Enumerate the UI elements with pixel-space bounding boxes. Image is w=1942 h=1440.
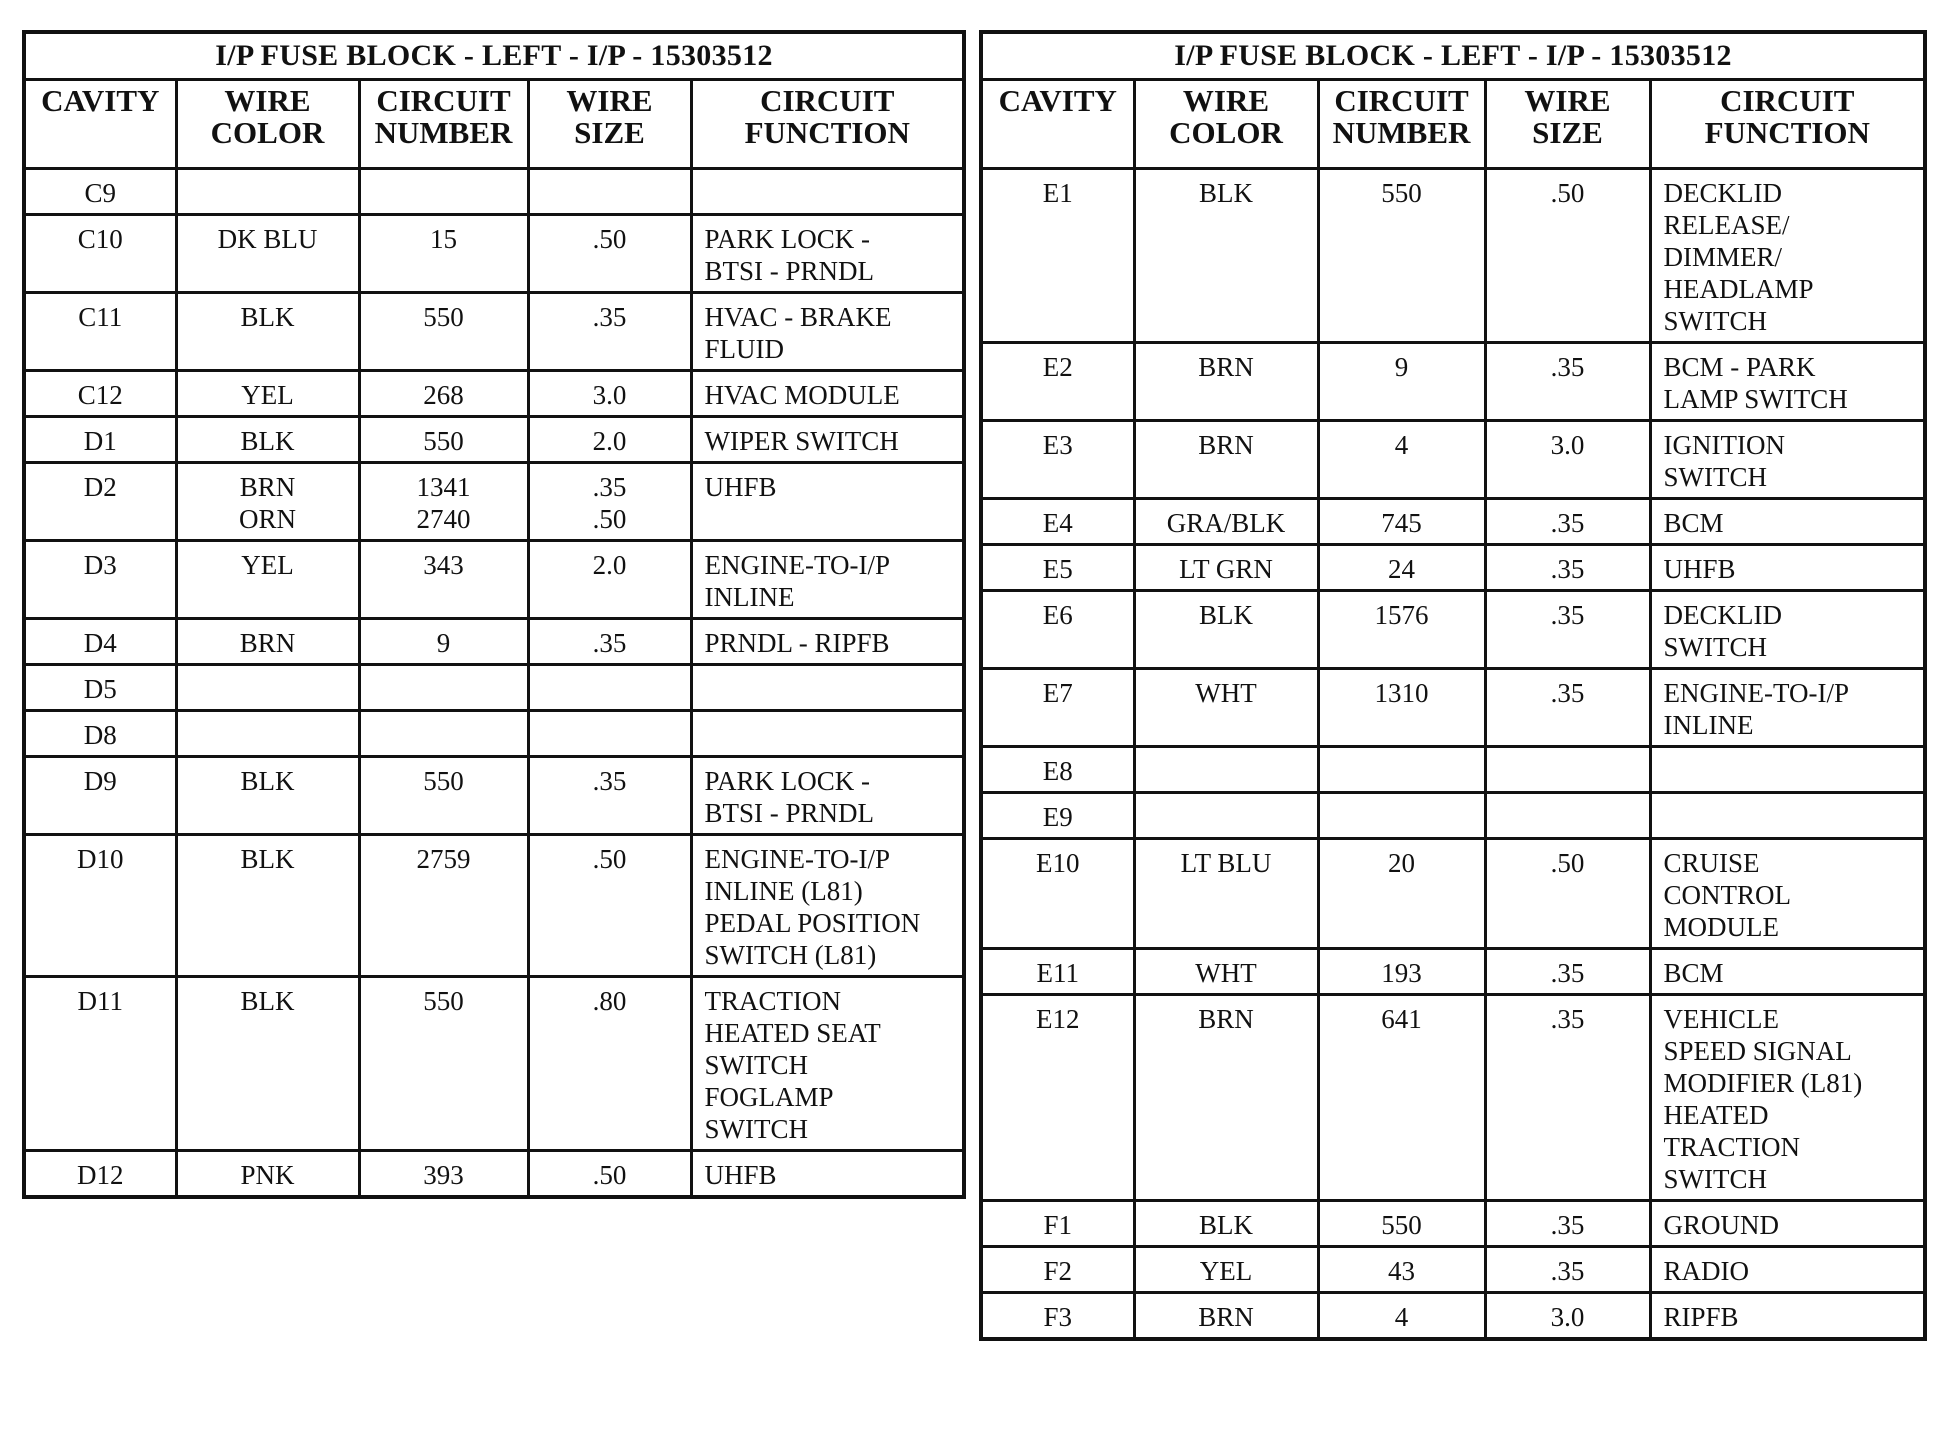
cell-circuit-number: 550 bbox=[1318, 1201, 1485, 1247]
cell-wire-size: 3.0 bbox=[528, 371, 691, 417]
cell-wire-size bbox=[528, 711, 691, 757]
cell-wire-size: .35 bbox=[1485, 545, 1650, 591]
cell-wire-size: .35 bbox=[1485, 1201, 1650, 1247]
cell-cavity: D3 bbox=[24, 541, 176, 619]
cell-cavity: E7 bbox=[981, 669, 1134, 747]
cell-circuit-function bbox=[691, 169, 964, 215]
cell-circuit-function: DECKLID SWITCH bbox=[1650, 591, 1925, 669]
table-body bbox=[24, 169, 964, 1198]
cell-circuit-function: BCM bbox=[1650, 949, 1925, 995]
cell-cavity: D8 bbox=[24, 711, 176, 757]
cell-wire-size: 2.0 bbox=[528, 417, 691, 463]
left-fuse-table bbox=[22, 30, 966, 1199]
cell-wire-size: .50 bbox=[528, 835, 691, 977]
header-wire-size: WIRE SIZE bbox=[528, 80, 691, 169]
cell-circuit-number: 193 bbox=[1318, 949, 1485, 995]
cell-cavity: E10 bbox=[981, 839, 1134, 949]
table-row bbox=[24, 215, 964, 293]
cell-cavity: C9 bbox=[24, 169, 176, 215]
header-circuit-function: CIRCUIT FUNCTION bbox=[1650, 80, 1925, 169]
header-circuit-function: CIRCUIT FUNCTION bbox=[691, 80, 964, 169]
cell-wire-color: BRN bbox=[1134, 421, 1318, 499]
cell-cavity: D1 bbox=[24, 417, 176, 463]
header-cavity: CAVITY bbox=[24, 80, 176, 169]
cell-wire-size bbox=[528, 169, 691, 215]
cell-cavity: F3 bbox=[981, 1293, 1134, 1340]
cell-circuit-number: 550 bbox=[359, 417, 528, 463]
cell-circuit-function: RADIO bbox=[1650, 1247, 1925, 1293]
cell-wire-size: .80 bbox=[528, 977, 691, 1151]
cell-cavity: E3 bbox=[981, 421, 1134, 499]
cell-circuit-number: 393 bbox=[359, 1151, 528, 1198]
table-title: I/P FUSE BLOCK - LEFT - I/P - 15303512 bbox=[24, 32, 964, 80]
cell-circuit-number: 2759 bbox=[359, 835, 528, 977]
cell-wire-color: BRN bbox=[1134, 1293, 1318, 1340]
cell-wire-size: .50 bbox=[528, 1151, 691, 1198]
cell-wire-color bbox=[176, 665, 359, 711]
table-row bbox=[981, 839, 1925, 949]
table-row bbox=[981, 793, 1925, 839]
cell-cavity: C10 bbox=[24, 215, 176, 293]
table-row bbox=[981, 343, 1925, 421]
cell-circuit-number: 24 bbox=[1318, 545, 1485, 591]
table-row bbox=[24, 463, 964, 541]
cell-circuit-number bbox=[359, 665, 528, 711]
cell-circuit-number: 9 bbox=[1318, 343, 1485, 421]
cell-circuit-number: 550 bbox=[359, 977, 528, 1151]
cell-circuit-number: 550 bbox=[359, 757, 528, 835]
cell-circuit-number: 343 bbox=[359, 541, 528, 619]
cell-circuit-number: 745 bbox=[1318, 499, 1485, 545]
table-row bbox=[981, 1201, 1925, 1247]
cell-cavity: E9 bbox=[981, 793, 1134, 839]
cell-circuit-function: HVAC - BRAKE FLUID bbox=[691, 293, 964, 371]
cell-circuit-function: BCM - PARK LAMP SWITCH bbox=[1650, 343, 1925, 421]
cell-wire-size bbox=[528, 665, 691, 711]
cell-wire-color: BLK bbox=[176, 757, 359, 835]
cell-wire-color: BLK bbox=[176, 293, 359, 371]
cell-circuit-number bbox=[359, 711, 528, 757]
cell-wire-color: BLK bbox=[176, 417, 359, 463]
cell-circuit-function: BCM bbox=[1650, 499, 1925, 545]
cell-circuit-function: WIPER SWITCH bbox=[691, 417, 964, 463]
cell-wire-size: .35 bbox=[1485, 499, 1650, 545]
cell-circuit-number: 20 bbox=[1318, 839, 1485, 949]
cell-wire-size: .35 bbox=[1485, 949, 1650, 995]
cell-circuit-function: IGNITION SWITCH bbox=[1650, 421, 1925, 499]
table-row bbox=[981, 747, 1925, 793]
table-row bbox=[24, 835, 964, 977]
cell-circuit-number bbox=[1318, 747, 1485, 793]
cell-circuit-number: 15 bbox=[359, 215, 528, 293]
cell-circuit-function: GROUND bbox=[1650, 1201, 1925, 1247]
cell-wire-color bbox=[1134, 793, 1318, 839]
cell-wire-size: 3.0 bbox=[1485, 1293, 1650, 1340]
cell-cavity: D12 bbox=[24, 1151, 176, 1198]
cell-cavity: E1 bbox=[981, 169, 1134, 343]
cell-circuit-function: VEHICLE SPEED SIGNAL MODIFIER (L81) HEATED TRACTION SWITCH bbox=[1650, 995, 1925, 1201]
right-fuse-table bbox=[979, 30, 1927, 1341]
table-body bbox=[981, 169, 1925, 1340]
table-row bbox=[24, 371, 964, 417]
cell-circuit-function: PARK LOCK - BTSI - PRNDL bbox=[691, 215, 964, 293]
cell-circuit-function: RIPFB bbox=[1650, 1293, 1925, 1340]
table-row bbox=[24, 619, 964, 665]
cell-cavity: D2 bbox=[24, 463, 176, 541]
header-wire-color: WIRE COLOR bbox=[1134, 80, 1318, 169]
cell-cavity: C12 bbox=[24, 371, 176, 417]
cell-cavity: F1 bbox=[981, 1201, 1134, 1247]
table-row bbox=[24, 977, 964, 1151]
cell-cavity: F2 bbox=[981, 1247, 1134, 1293]
cell-wire-color: YEL bbox=[176, 371, 359, 417]
cell-cavity: D10 bbox=[24, 835, 176, 977]
cell-cavity: E5 bbox=[981, 545, 1134, 591]
table-row bbox=[981, 169, 1925, 343]
header-circuit-number: CIRCUIT NUMBER bbox=[1318, 80, 1485, 169]
cell-wire-color: BLK bbox=[176, 977, 359, 1151]
cell-wire-color bbox=[1134, 747, 1318, 793]
cell-wire-size: .35 bbox=[1485, 591, 1650, 669]
cell-wire-color: BRN bbox=[1134, 995, 1318, 1201]
cell-wire-color: GRA/BLK bbox=[1134, 499, 1318, 545]
cell-circuit-number: 641 bbox=[1318, 995, 1485, 1201]
table-row bbox=[981, 591, 1925, 669]
header-wire-size: WIRE SIZE bbox=[1485, 80, 1650, 169]
cell-circuit-number: 1310 bbox=[1318, 669, 1485, 747]
cell-wire-size bbox=[1485, 747, 1650, 793]
cell-wire-color: LT GRN bbox=[1134, 545, 1318, 591]
cell-circuit-function: PARK LOCK - BTSI - PRNDL bbox=[691, 757, 964, 835]
cell-wire-size: .35 bbox=[528, 619, 691, 665]
cell-circuit-function: DECKLID RELEASE/ DIMMER/ HEADLAMP SWITCH bbox=[1650, 169, 1925, 343]
cell-wire-color: PNK bbox=[176, 1151, 359, 1198]
cell-circuit-function bbox=[1650, 793, 1925, 839]
cell-wire-color: BRN ORN bbox=[176, 463, 359, 541]
cell-cavity: D4 bbox=[24, 619, 176, 665]
table-row bbox=[24, 169, 964, 215]
cell-circuit-number: 268 bbox=[359, 371, 528, 417]
cell-circuit-number: 9 bbox=[359, 619, 528, 665]
cell-wire-color: BRN bbox=[1134, 343, 1318, 421]
cell-circuit-function: CRUISE CONTROL MODULE bbox=[1650, 839, 1925, 949]
cell-wire-color: DK BLU bbox=[176, 215, 359, 293]
table-row bbox=[24, 541, 964, 619]
table-row bbox=[981, 949, 1925, 995]
header-wire-color: WIRE COLOR bbox=[176, 80, 359, 169]
cell-wire-color: WHT bbox=[1134, 949, 1318, 995]
cell-cavity: E2 bbox=[981, 343, 1134, 421]
cell-wire-size: .35 bbox=[1485, 669, 1650, 747]
cell-circuit-function bbox=[691, 665, 964, 711]
cell-wire-color: BLK bbox=[1134, 1201, 1318, 1247]
table-row bbox=[981, 421, 1925, 499]
cell-wire-size: .50 bbox=[528, 215, 691, 293]
cell-wire-size: 2.0 bbox=[528, 541, 691, 619]
cell-circuit-number: 1341 2740 bbox=[359, 463, 528, 541]
cell-circuit-number: 550 bbox=[359, 293, 528, 371]
header-circuit-number: CIRCUIT NUMBER bbox=[359, 80, 528, 169]
cell-wire-color: WHT bbox=[1134, 669, 1318, 747]
cell-circuit-number: 4 bbox=[1318, 1293, 1485, 1340]
cell-wire-color: BRN bbox=[176, 619, 359, 665]
cell-circuit-number bbox=[359, 169, 528, 215]
table-row bbox=[24, 417, 964, 463]
cell-wire-color bbox=[176, 711, 359, 757]
cell-cavity: E12 bbox=[981, 995, 1134, 1201]
table-row bbox=[24, 665, 964, 711]
cell-cavity: C11 bbox=[24, 293, 176, 371]
cell-wire-color: BLK bbox=[176, 835, 359, 977]
cell-wire-size: .35 bbox=[1485, 995, 1650, 1201]
cell-circuit-function: PRNDL - RIPFB bbox=[691, 619, 964, 665]
cell-circuit-function: HVAC MODULE bbox=[691, 371, 964, 417]
cell-wire-color: BLK bbox=[1134, 169, 1318, 343]
cell-wire-size: .35 bbox=[528, 757, 691, 835]
table-row bbox=[981, 669, 1925, 747]
table-row bbox=[981, 499, 1925, 545]
cell-circuit-number bbox=[1318, 793, 1485, 839]
cell-wire-color bbox=[176, 169, 359, 215]
cell-wire-size: 3.0 bbox=[1485, 421, 1650, 499]
cell-circuit-function: UHFB bbox=[691, 463, 964, 541]
table-row bbox=[981, 545, 1925, 591]
table-row bbox=[24, 293, 964, 371]
cell-wire-color: YEL bbox=[176, 541, 359, 619]
cell-circuit-function: ENGINE-TO-I/P INLINE (L81) PEDAL POSITION SWITCH (L81) bbox=[691, 835, 964, 977]
table-title: I/P FUSE BLOCK - LEFT - I/P - 15303512 bbox=[981, 32, 1925, 80]
cell-wire-size: .35 bbox=[1485, 343, 1650, 421]
table-row bbox=[981, 1247, 1925, 1293]
table-row bbox=[24, 757, 964, 835]
cell-wire-color: LT BLU bbox=[1134, 839, 1318, 949]
cell-wire-color: BLK bbox=[1134, 591, 1318, 669]
cell-circuit-number: 43 bbox=[1318, 1247, 1485, 1293]
table-row bbox=[24, 711, 964, 757]
header-cavity: CAVITY bbox=[981, 80, 1134, 169]
cell-wire-size bbox=[1485, 793, 1650, 839]
table-row bbox=[981, 1293, 1925, 1340]
cell-circuit-function: ENGINE-TO-I/P INLINE bbox=[691, 541, 964, 619]
cell-circuit-function bbox=[691, 711, 964, 757]
cell-cavity: D5 bbox=[24, 665, 176, 711]
cell-circuit-function: TRACTION HEATED SEAT SWITCH FOGLAMP SWITCH bbox=[691, 977, 964, 1151]
table-row bbox=[24, 1151, 964, 1198]
cell-wire-size: .50 bbox=[1485, 839, 1650, 949]
cell-circuit-number: 550 bbox=[1318, 169, 1485, 343]
cell-circuit-function bbox=[1650, 747, 1925, 793]
cell-cavity: E11 bbox=[981, 949, 1134, 995]
cell-cavity: D11 bbox=[24, 977, 176, 1151]
cell-wire-size: .35 bbox=[528, 293, 691, 371]
cell-cavity: D9 bbox=[24, 757, 176, 835]
cell-wire-color: YEL bbox=[1134, 1247, 1318, 1293]
cell-circuit-function: UHFB bbox=[1650, 545, 1925, 591]
cell-cavity: E4 bbox=[981, 499, 1134, 545]
cell-cavity: E8 bbox=[981, 747, 1134, 793]
cell-cavity: E6 bbox=[981, 591, 1134, 669]
cell-circuit-function: ENGINE-TO-I/P INLINE bbox=[1650, 669, 1925, 747]
cell-circuit-number: 1576 bbox=[1318, 591, 1485, 669]
cell-circuit-function: UHFB bbox=[691, 1151, 964, 1198]
cell-wire-size: .35 .50 bbox=[528, 463, 691, 541]
cell-wire-size: .35 bbox=[1485, 1247, 1650, 1293]
cell-circuit-number: 4 bbox=[1318, 421, 1485, 499]
cell-wire-size: .50 bbox=[1485, 169, 1650, 343]
table-row bbox=[981, 995, 1925, 1201]
